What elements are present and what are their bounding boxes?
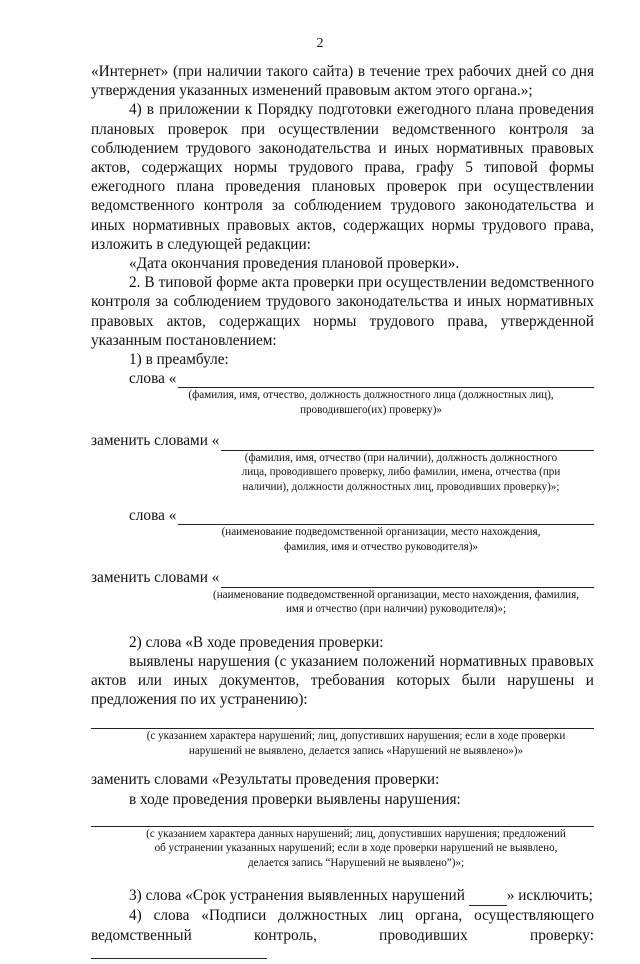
form-field-caption: (наименование подведомственной организации, место нахождения, фамилия, имя и отчество руководителя)» bbox=[221, 526, 541, 553]
blank-line bbox=[221, 574, 594, 588]
form-field-label: слова « bbox=[129, 370, 177, 388]
paragraph-quote-date: «Дата окончания проведения плановой проверки». bbox=[129, 255, 460, 273]
blank-line bbox=[469, 886, 507, 906]
paragraph-item-4: 4) в приложении к Порядку подготовки ежегодного плана проведения плановых проверок при осуществлении ведомственного контроля за соблюдением трудового законодательства и иных нормативных правовых актов, содержащих нормы трудового права, графу 5 типовой формы ежегодного плана проведения плановых проверок при осуществлении ведомственного контроля за соблюдением трудового законодательства и иных нормативных правовых актов, содержащих нормы трудового права, изложить в следующей редакции: bbox=[91, 101, 594, 253]
paragraph-subitem-2: 2) слова «В ходе проведения проверки: bbox=[129, 633, 384, 651]
form-field-3 bbox=[91, 506, 594, 525]
paragraph-violations: выявлены нарушения (с указанием положений нормативных правовых актов или иных документов, требования которых были нарушены и предложения по их устранению): bbox=[91, 652, 594, 709]
form-field-caption: (фамилия, имя, отчество, должность должностного лица (должностных лиц), проводившего(их) проверку)» bbox=[188, 389, 554, 416]
form-field-caption: (с указанием характера нарушений; лиц, допустивших нарушения; если в ходе проверки нарушений не выявлено, делается запись «Нарушений не выявлено»)» bbox=[146, 730, 566, 757]
paragraph-subitem-4-text: 4) слова «Подписи должностных лиц органа, осуществляющего ведомственный контроль, проводивших проверку: bbox=[91, 907, 594, 944]
form-field-caption: (наименование подведомственной организации, место нахождения, фамилия, имя и отчество (при наличии) руководителя)»; bbox=[213, 588, 579, 616]
blank-line bbox=[221, 437, 594, 451]
form-field-caption: (с указанием характера данных нарушений; лиц, допустивших нарушения; предложений об устранении указанных нарушений; если в ходе проверки нарушений не выявлено, делается запись “Нарушений не выявлено”)»; bbox=[146, 827, 566, 869]
form-field-label: заменить словами « bbox=[91, 432, 220, 450]
paragraph-subitem-3-end: » исключить; bbox=[506, 887, 593, 905]
form-field-label: слова « bbox=[129, 507, 177, 525]
paragraph-subitem-4 bbox=[91, 906, 594, 964]
form-field-2 bbox=[91, 431, 594, 450]
paragraph-internet: «Интернет» (при наличии такого сайта) в течение трех рабочих дней со дня утверждения указанных изменений правовым актом этого органа.»; bbox=[91, 63, 594, 100]
paragraph-subitem-3 bbox=[91, 886, 594, 906]
page-number: 2 bbox=[316, 36, 324, 51]
paragraph-preamble: 1) в преамбуле: bbox=[129, 351, 229, 369]
form-field-caption: (фамилия, имя, отчество (при наличии), должность должностного лица, проводившего проверку, либо фамилии, имена, отчества (при наличии), должности должностных лиц, проводивших проверку)»; bbox=[241, 451, 561, 493]
paragraph-replace-results: заменить словами «Результаты проведения проверки: bbox=[91, 771, 440, 789]
document-body bbox=[91, 62, 594, 964]
form-field-1 bbox=[91, 369, 594, 388]
blank-line bbox=[178, 374, 594, 388]
paragraph-subitem-3-text: 3) слова «Срок устранения выявленных нарушений bbox=[129, 887, 469, 905]
form-field-label: заменить словами « bbox=[91, 569, 220, 587]
form-field-4 bbox=[91, 568, 594, 587]
paragraph-found-violations: в ходе проведения проверки выявлены нарушения: bbox=[129, 790, 461, 808]
paragraph-item-2: 2. В типовой форме акта проверки при осуществлении ведомственного контроля за соблюдением трудового законодательства и иных нормативных правовых актов, содержащих нормы трудового права, утвержденной указанным постановлением: bbox=[91, 274, 594, 349]
blank-line bbox=[91, 946, 267, 959]
blank-line bbox=[178, 511, 594, 525]
